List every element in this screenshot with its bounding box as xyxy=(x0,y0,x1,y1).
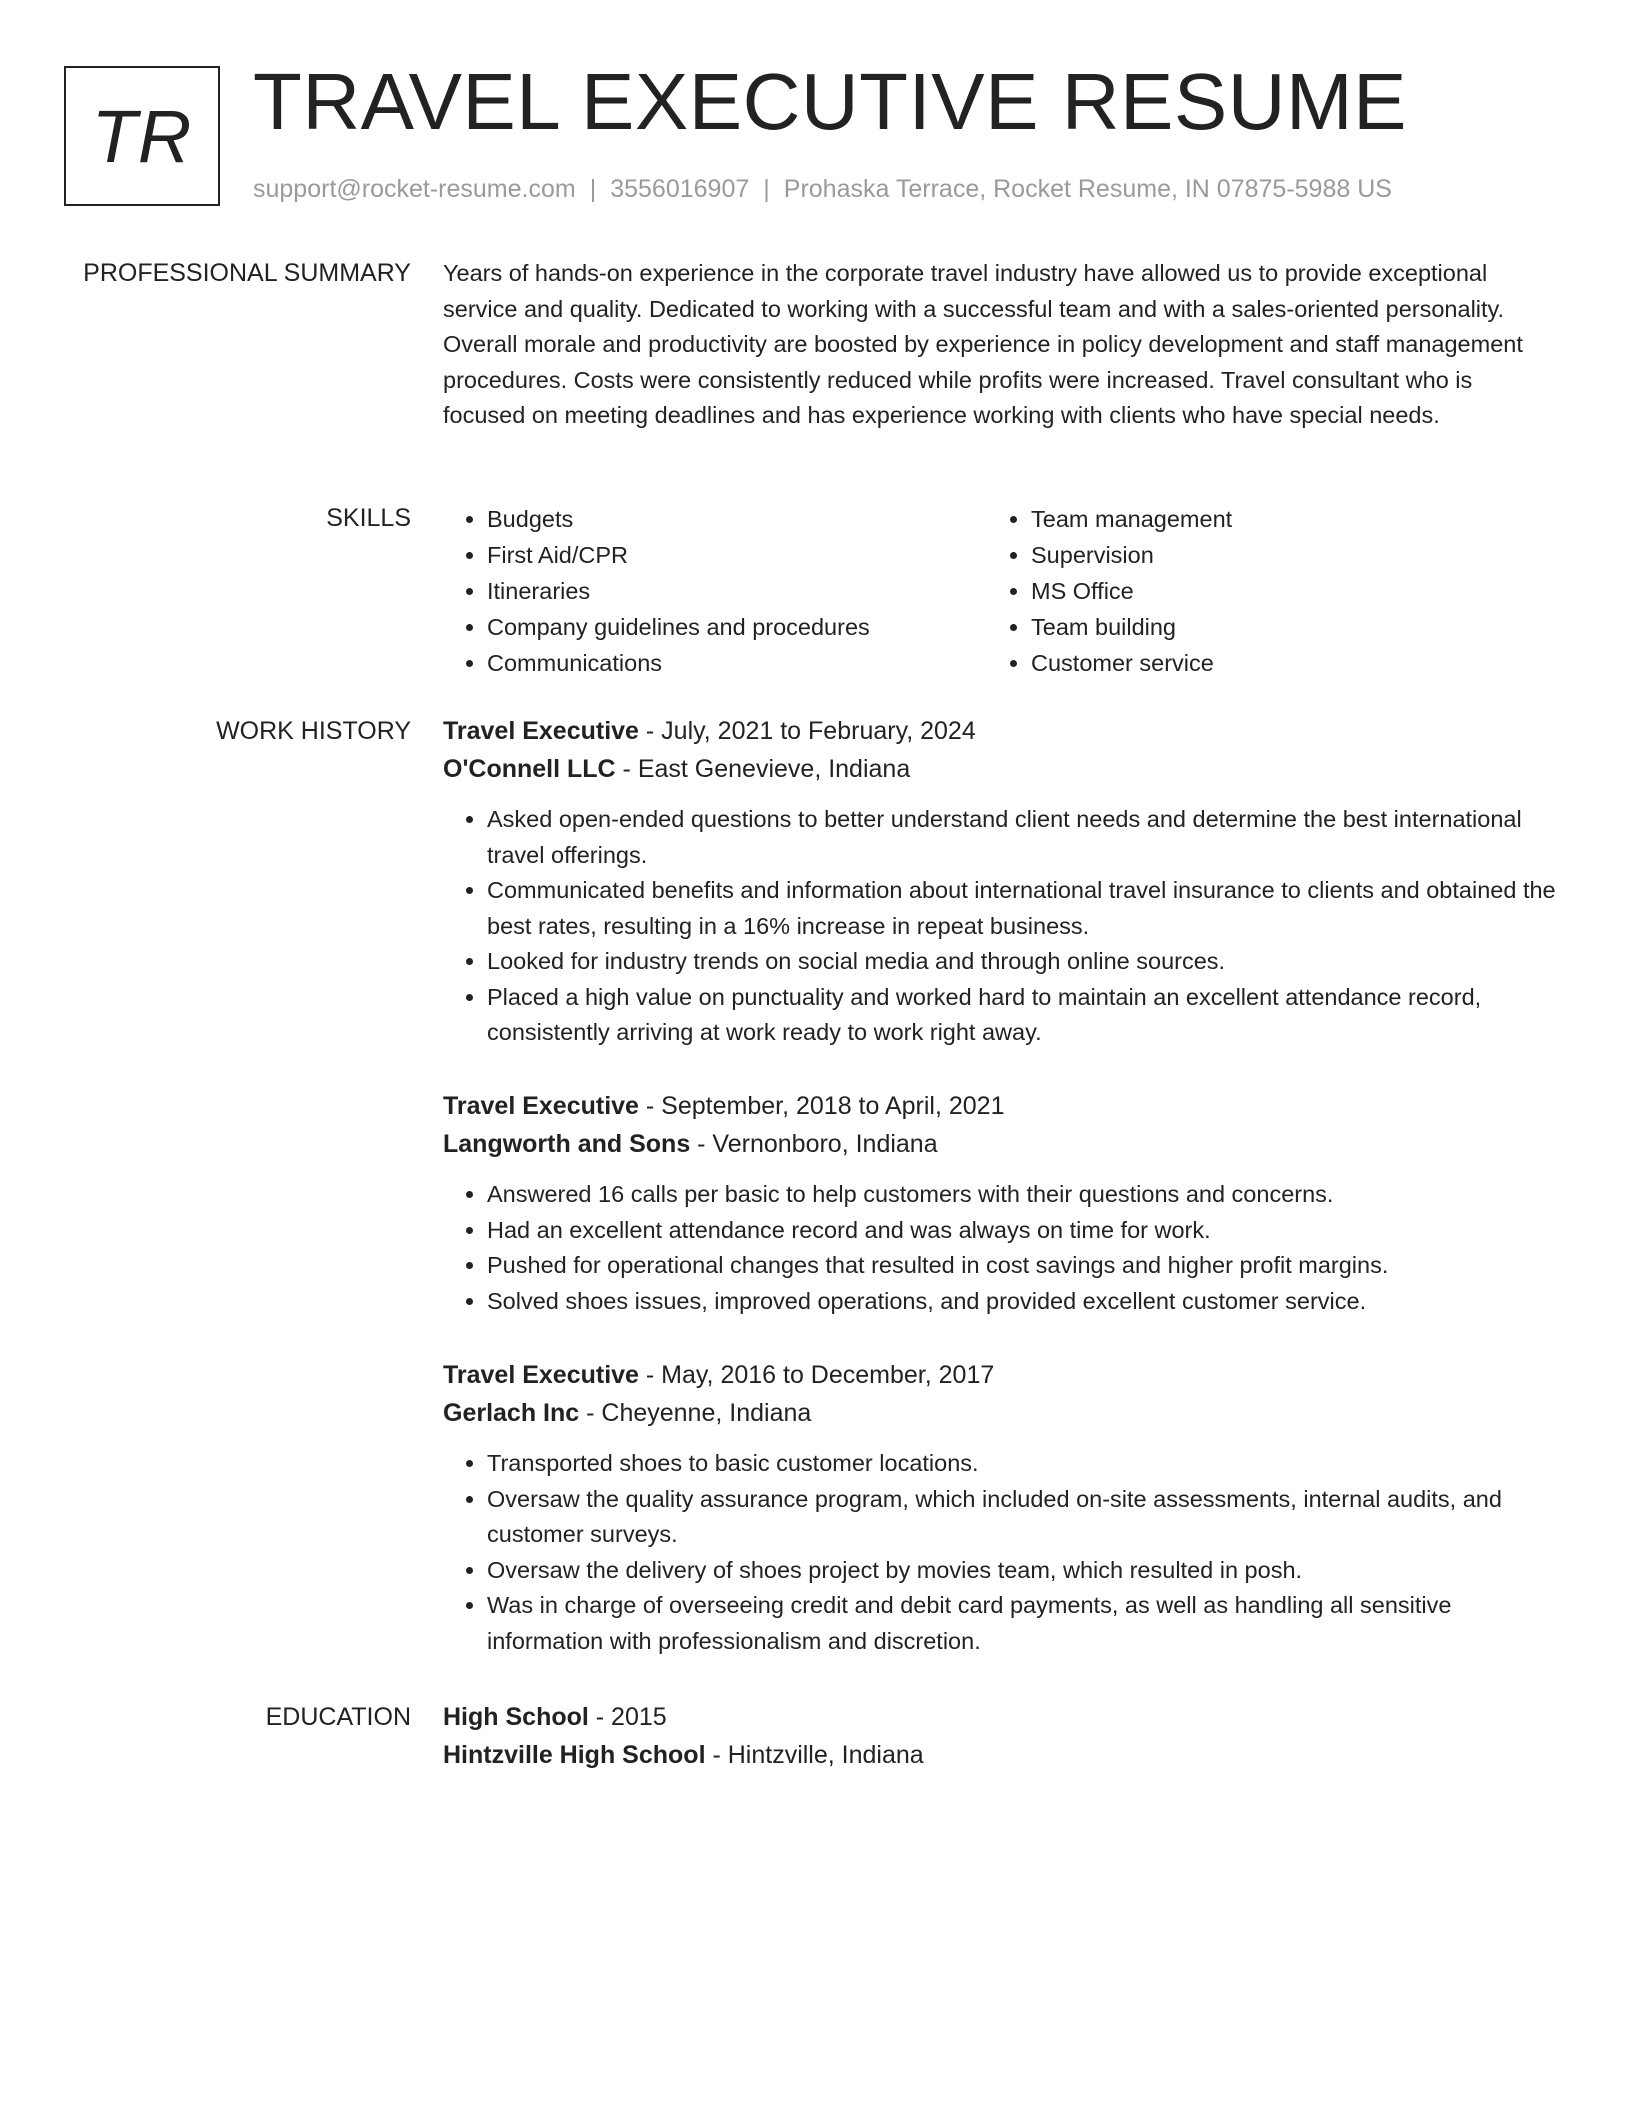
education-location: - Hintzville, Indiana xyxy=(705,1741,924,1769)
section-label-work-history: WORK HISTORY xyxy=(216,717,411,745)
job-location: - Cheyenne, Indiana xyxy=(579,1399,812,1427)
job-bullets xyxy=(443,1177,1558,1319)
job-bullet: • Transported shoes to basic customer locations. xyxy=(487,1446,1558,1482)
job-bullet: • Answered 16 calls per basic to help customers with their questions and concerns. xyxy=(487,1177,1558,1213)
section-label-skills: SKILLS xyxy=(326,504,411,532)
job-bullets xyxy=(443,802,1558,1051)
job-dates: - May, 2016 to December, 2017 xyxy=(638,1361,995,1389)
job-bullet: • Oversaw the delivery of shoes project by movies team, which resulted in posh. xyxy=(487,1553,1558,1589)
job-bullet: • Oversaw the quality assurance program, which included on-site assessments, internal audits, and customer surveys. xyxy=(487,1482,1558,1553)
job-bullet: • Placed a high value on punctuality and worked hard to maintain an excellent attendance record, consistently arriving at work ready to work right away. xyxy=(487,980,1558,1051)
job-dates: - September, 2018 to April, 2021 xyxy=(638,1092,1005,1120)
education-entry xyxy=(443,1698,1558,1774)
job-bullet: • Pushed for operational changes that resulted in cost savings and higher profit margins. xyxy=(487,1248,1558,1284)
resume-title: TRAVEL EXECUTIVE RESUME xyxy=(253,57,1407,146)
education-school-line xyxy=(443,1736,1558,1774)
job-title-line xyxy=(443,1356,1558,1394)
job-company: Gerlach Inc xyxy=(443,1399,580,1427)
job-bullets xyxy=(443,1446,1558,1659)
job-entry xyxy=(443,1356,1558,1659)
section-label-education: EDUCATION xyxy=(265,1703,411,1731)
skill-item: • Team building xyxy=(1031,609,1531,645)
skill-item: • First Aid/CPR xyxy=(487,537,987,573)
monogram-logo: TR xyxy=(64,66,220,206)
skill-item: • Company guidelines and procedures xyxy=(487,609,987,645)
job-bullet: • Asked open-ended questions to better understand client needs and determine the best international travel offerings. xyxy=(487,802,1558,873)
job-bullet: • Solved shoes issues, improved operations, and provided excellent customer service. xyxy=(487,1284,1558,1320)
job-company-line xyxy=(443,1125,1558,1163)
education-degree-line xyxy=(443,1698,1558,1736)
skill-item: • MS Office xyxy=(1031,573,1531,609)
skill-item: • Itineraries xyxy=(487,573,987,609)
job-location: - East Genevieve, Indiana xyxy=(615,755,911,783)
contact-phone[interactable]: 3556016907 xyxy=(610,175,750,203)
job-dates: - July, 2021 to February, 2024 xyxy=(638,717,976,745)
skill-item: • Supervision xyxy=(1031,537,1531,573)
contact-address: Prohaska Terrace, Rocket Resume, IN 07875-5988 US xyxy=(783,175,1392,203)
job-title-line xyxy=(443,712,1558,750)
job-company-line xyxy=(443,750,1558,788)
contact-separator: | xyxy=(763,175,770,203)
contact-email[interactable]: support@rocket-resume.com xyxy=(253,175,576,203)
contact-line xyxy=(253,172,1392,206)
job-company-line xyxy=(443,1394,1558,1432)
skill-item: • Customer service xyxy=(1031,645,1531,681)
skills-list xyxy=(443,501,1558,681)
job-entry xyxy=(443,1087,1558,1319)
job-entry xyxy=(443,712,1558,1051)
job-title: Travel Executive xyxy=(443,1361,639,1389)
education-degree: High School xyxy=(443,1703,589,1731)
skill-item: • Team management xyxy=(1031,501,1531,537)
job-company: Langworth and Sons xyxy=(443,1130,691,1158)
skills-column-1 xyxy=(443,501,987,681)
skill-item: • Communications xyxy=(487,645,987,681)
skill-item: • Budgets xyxy=(487,501,987,537)
job-bullet: • Looked for industry trends on social media and through online sources. xyxy=(487,944,1558,980)
skills-column-2 xyxy=(987,501,1531,681)
summary-text: Years of hands-on experience in the corporate travel industry have allowed us to provide exceptional service and quality. Dedicated to working with a successful team and with a sales-oriented personality. Overall morale and productivity are boosted by experience in policy development and staff management procedures. Costs were consistently reduced while profits were increased. Travel consultant who is focused on meeting deadlines and has experience working with clients who have special needs. xyxy=(443,260,1523,428)
job-title: Travel Executive xyxy=(443,717,639,745)
job-title-line xyxy=(443,1087,1558,1125)
section-label-summary: PROFESSIONAL SUMMARY xyxy=(83,259,411,287)
job-title: Travel Executive xyxy=(443,1092,639,1120)
education-school: Hintzville High School xyxy=(443,1741,706,1769)
contact-separator: | xyxy=(589,175,597,203)
job-bullet: • Communicated benefits and information about international travel insurance to clients and obtained the best rates, resulting in a 16% increase in repeat business. xyxy=(487,873,1558,944)
education-year: - 2015 xyxy=(588,1703,667,1731)
job-bullet: • Had an excellent attendance record and was always on time for work. xyxy=(487,1213,1558,1249)
job-company: O'Connell LLC xyxy=(443,755,616,783)
job-bullet: • Was in charge of overseeing credit and debit card payments, as well as handling all sensitive information with professionalism and discretion. xyxy=(487,1588,1558,1659)
job-location: - Vernonboro, Indiana xyxy=(690,1130,938,1158)
